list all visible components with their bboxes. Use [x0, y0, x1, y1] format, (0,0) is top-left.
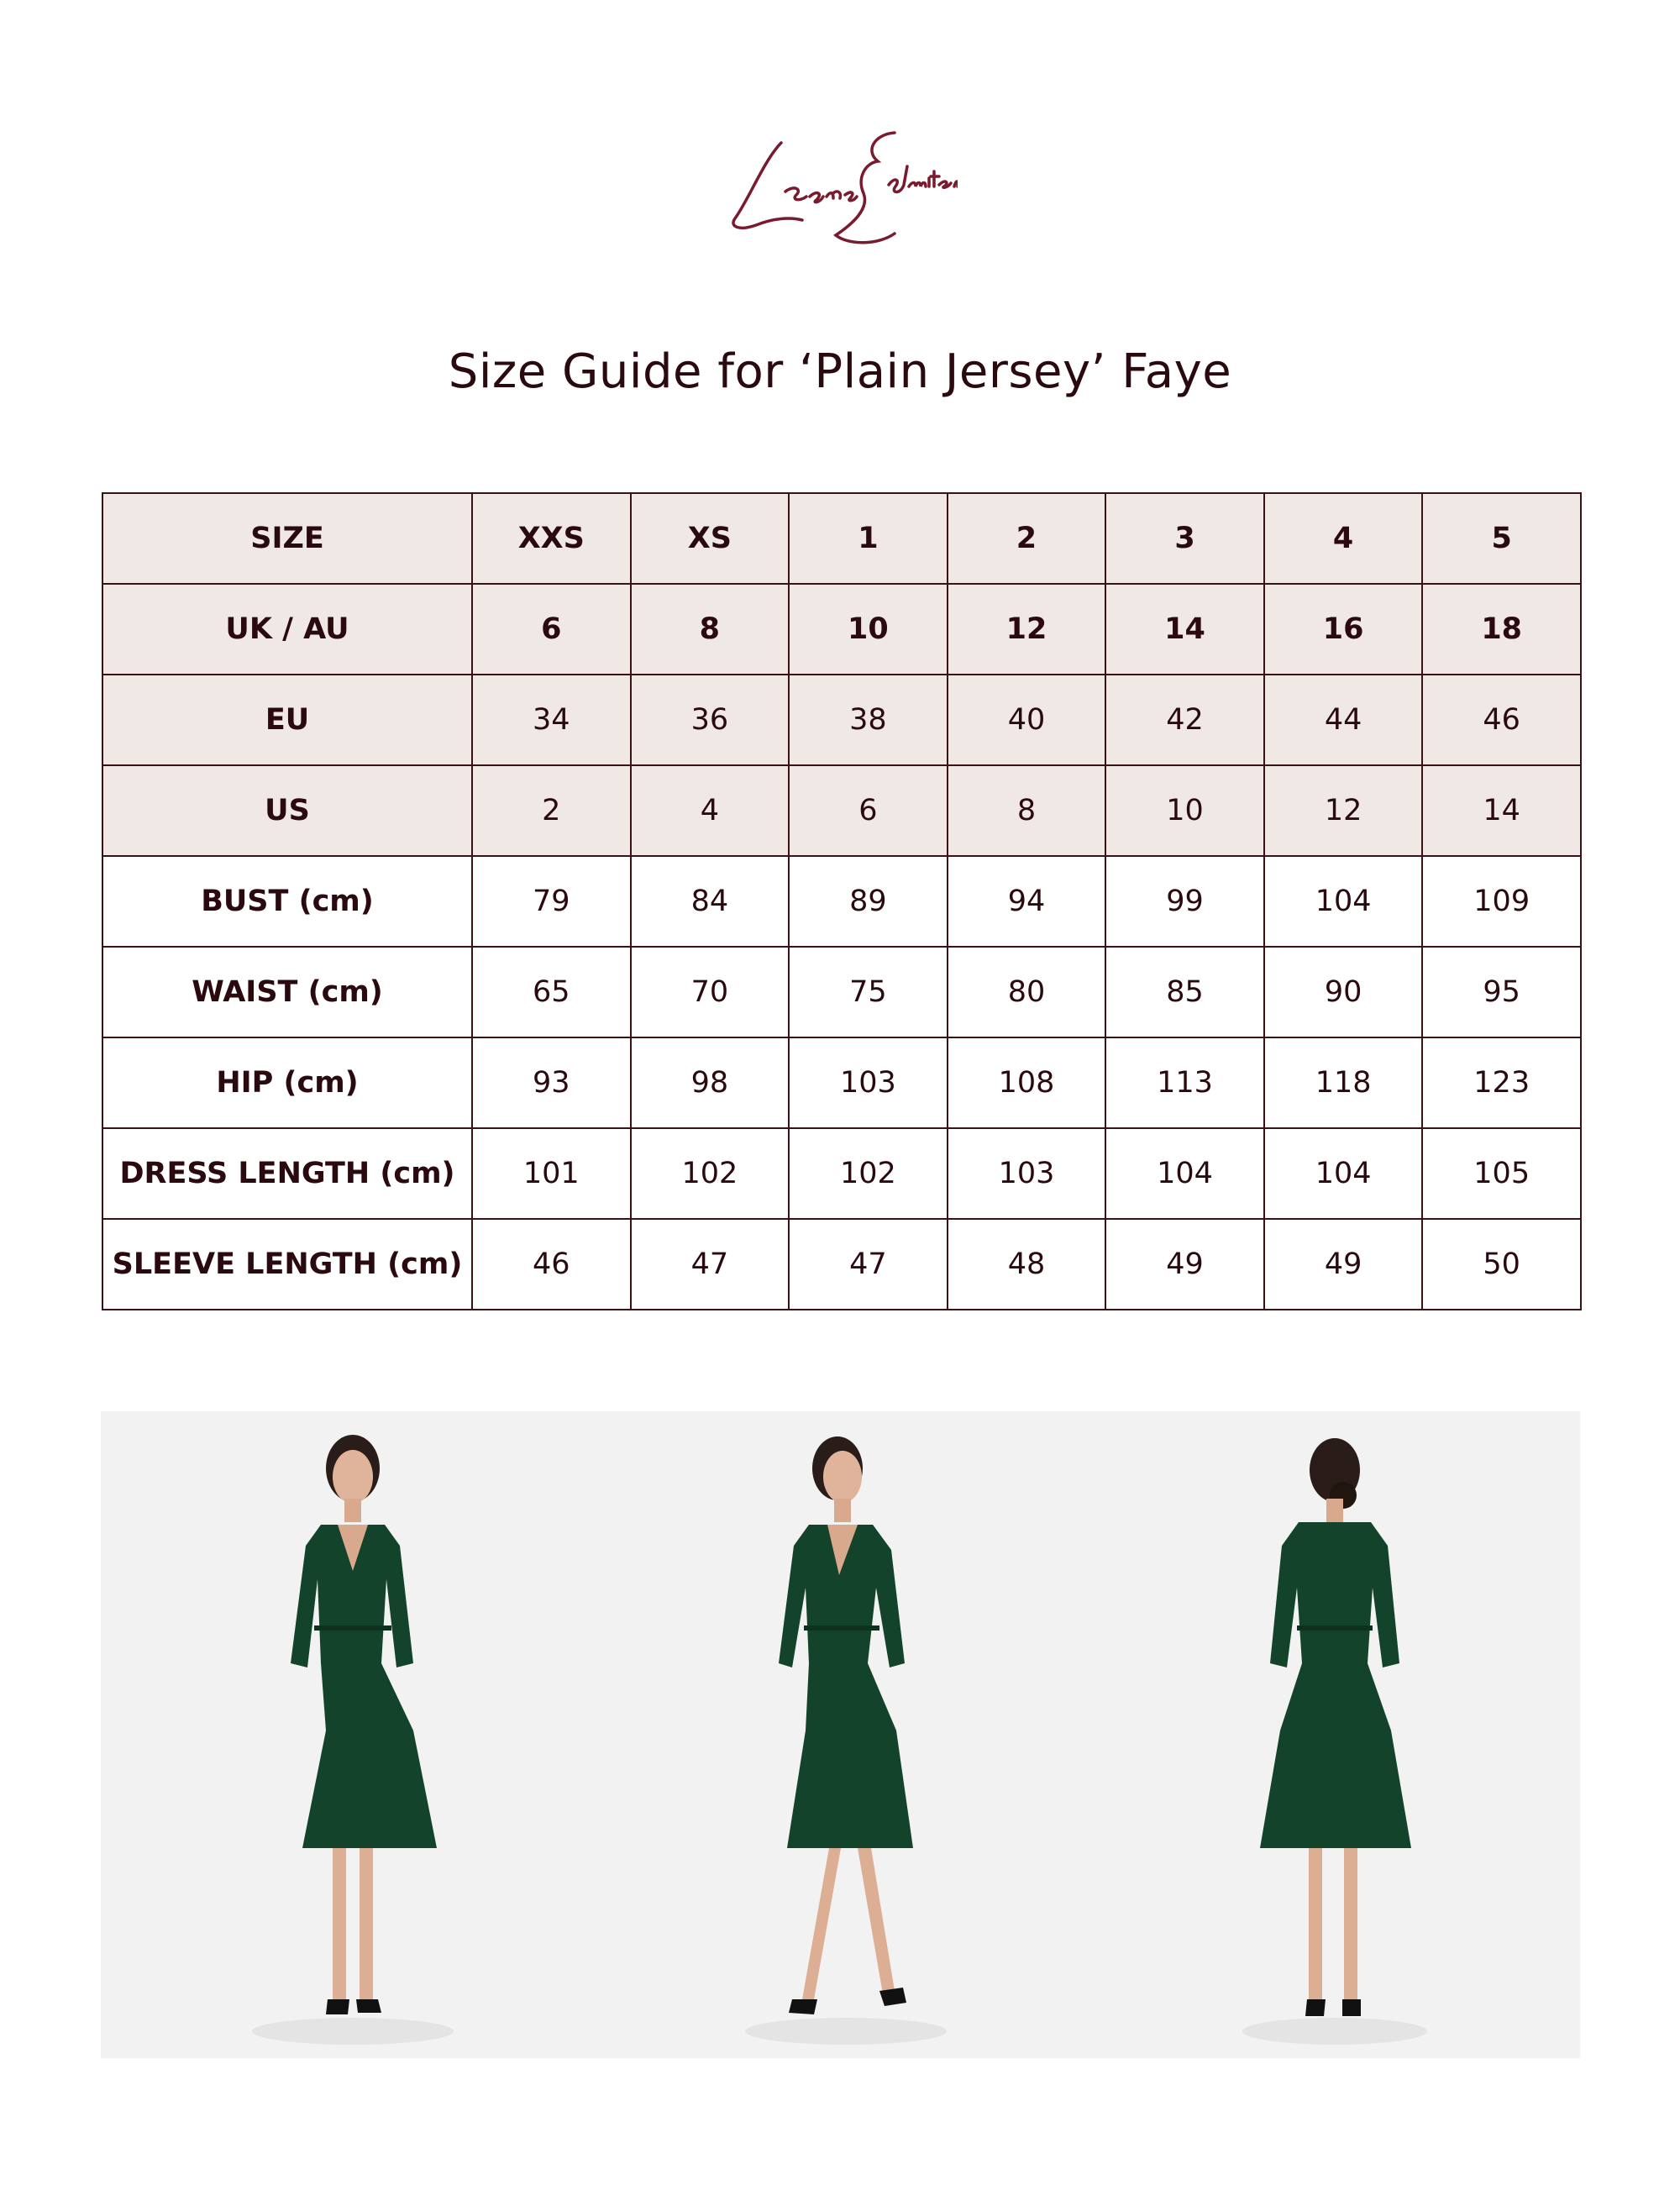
table-cell: 93 [472, 1037, 631, 1128]
table-cell: 46 [472, 1219, 631, 1310]
table-cell: 50 [1422, 1219, 1581, 1310]
table-cell: 18 [1422, 584, 1581, 675]
table-cell: 46 [1422, 675, 1581, 765]
table-cell: 79 [472, 856, 631, 947]
table-row [102, 856, 1581, 947]
table-cell: 47 [789, 1219, 948, 1310]
table-cell: 99 [1105, 856, 1264, 947]
table-cell: 89 [789, 856, 948, 947]
leona-edmiston-signature-logo [722, 126, 958, 252]
table-row [102, 1219, 1581, 1310]
product-photo-front [101, 1411, 594, 2058]
table-cell: 123 [1422, 1037, 1581, 1128]
model-back-view-image [1087, 1411, 1580, 2058]
table-cell: 104 [1264, 1128, 1423, 1219]
table-cell: 108 [948, 1037, 1106, 1128]
table-cell: 34 [472, 675, 631, 765]
product-photos [101, 1411, 1581, 2058]
product-photo-back [1087, 1411, 1580, 2058]
table-cell: 49 [1105, 1219, 1264, 1310]
table-cell: 101 [472, 1128, 631, 1219]
table-cell: 10 [789, 584, 948, 675]
table-cell: 65 [472, 947, 631, 1037]
row-label: WAIST (cm) [102, 947, 472, 1037]
table-cell: 10 [1105, 765, 1264, 856]
row-label: US [102, 765, 472, 856]
table-cell: 8 [631, 584, 790, 675]
table-row [102, 675, 1581, 765]
table-cell: 104 [1105, 1128, 1264, 1219]
table-cell: 103 [789, 1037, 948, 1128]
table-cell: 14 [1422, 765, 1581, 856]
table-row [102, 947, 1581, 1037]
row-label: EU [102, 675, 472, 765]
table-cell: 103 [948, 1128, 1106, 1219]
page-title: Size Guide for ‘Plain Jersey’ Faye [448, 344, 1232, 399]
table-cell: 4 [631, 765, 790, 856]
table-cell: 6 [789, 765, 948, 856]
table-cell: 2 [948, 493, 1106, 584]
table-cell: 8 [948, 765, 1106, 856]
table-row [102, 584, 1581, 675]
table-cell: 102 [789, 1128, 948, 1219]
table-cell: 47 [631, 1219, 790, 1310]
table-cell: 105 [1422, 1128, 1581, 1219]
table-cell: 48 [948, 1219, 1106, 1310]
table-cell: 3 [1105, 493, 1264, 584]
row-label: DRESS LENGTH (cm) [102, 1128, 472, 1219]
table-cell: 38 [789, 675, 948, 765]
table-cell: 36 [631, 675, 790, 765]
table-cell: 6 [472, 584, 631, 675]
brand-logo [722, 126, 958, 252]
model-side-view-image [594, 1411, 1087, 2058]
table-cell: 1 [789, 493, 948, 584]
table-cell: 94 [948, 856, 1106, 947]
size-guide-table [102, 492, 1582, 1310]
table-row [102, 493, 1581, 584]
table-cell: 90 [1264, 947, 1423, 1037]
table-cell: 85 [1105, 947, 1264, 1037]
row-label: HIP (cm) [102, 1037, 472, 1128]
table-cell: 44 [1264, 675, 1423, 765]
table-cell: XS [631, 493, 790, 584]
row-label: UK / AU [102, 584, 472, 675]
table-cell: 16 [1264, 584, 1423, 675]
row-label: SLEEVE LENGTH (cm) [102, 1219, 472, 1310]
table-cell: 80 [948, 947, 1106, 1037]
table-row [102, 1037, 1581, 1128]
table-cell: 12 [1264, 765, 1423, 856]
table-cell: 42 [1105, 675, 1264, 765]
table-cell: 118 [1264, 1037, 1423, 1128]
table-cell: 70 [631, 947, 790, 1037]
table-cell: 14 [1105, 584, 1264, 675]
table-cell: 98 [631, 1037, 790, 1128]
table-cell: 5 [1422, 493, 1581, 584]
table-row [102, 1128, 1581, 1219]
row-label: BUST (cm) [102, 856, 472, 947]
table-row [102, 765, 1581, 856]
table-cell: 104 [1264, 856, 1423, 947]
model-front-view-image [101, 1411, 594, 2058]
table-cell: 12 [948, 584, 1106, 675]
table-cell: 4 [1264, 493, 1423, 584]
table-cell: 84 [631, 856, 790, 947]
product-photo-side [594, 1411, 1087, 2058]
table-cell: XXS [472, 493, 631, 584]
row-label: SIZE [102, 493, 472, 584]
table-cell: 95 [1422, 947, 1581, 1037]
table-cell: 40 [948, 675, 1106, 765]
table-cell: 102 [631, 1128, 790, 1219]
table-cell: 109 [1422, 856, 1581, 947]
table-cell: 2 [472, 765, 631, 856]
size-table-body [102, 493, 1581, 1310]
table-cell: 49 [1264, 1219, 1423, 1310]
table-cell: 113 [1105, 1037, 1264, 1128]
table-cell: 75 [789, 947, 948, 1037]
